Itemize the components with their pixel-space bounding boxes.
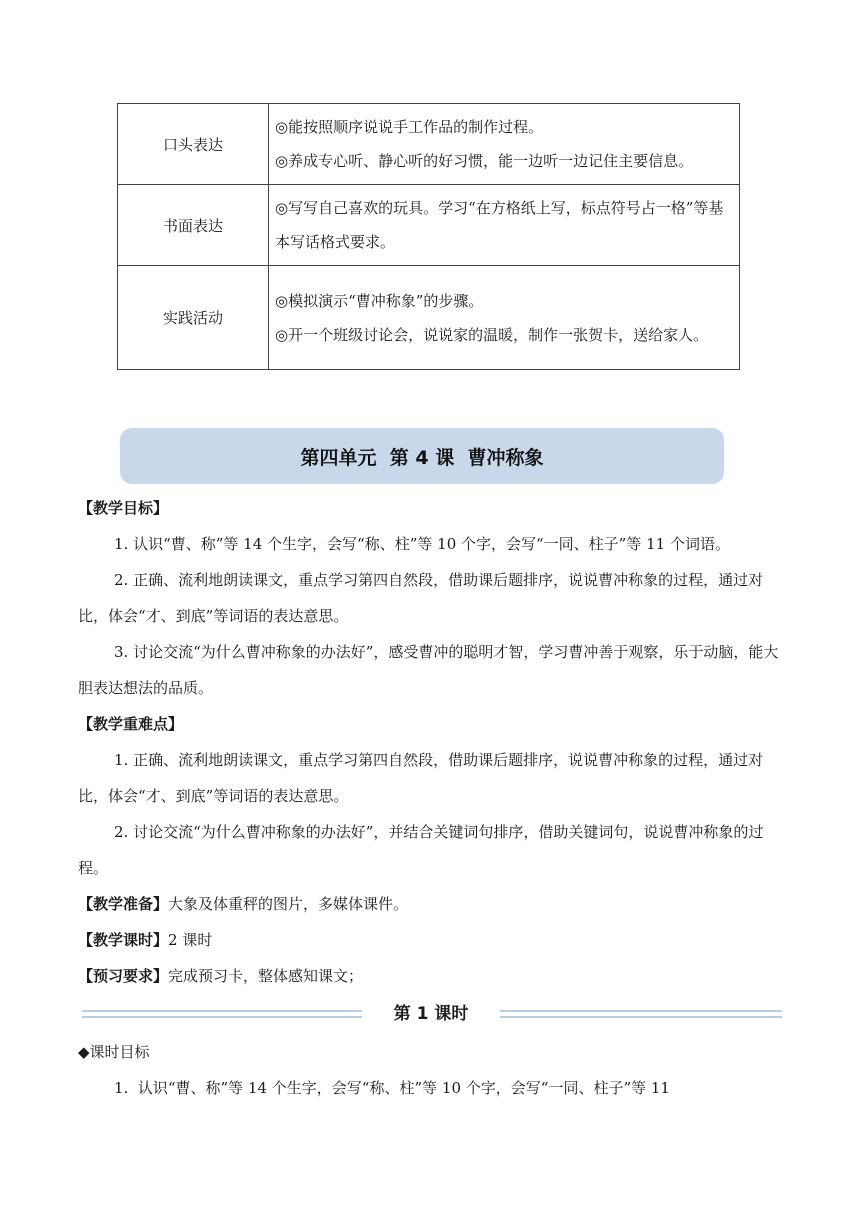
lesson-plan-body xyxy=(78,490,784,1106)
key-points-heading: 【教学重难点】 xyxy=(78,715,184,733)
period-title: 第 1 课时 xyxy=(393,1004,469,1024)
prep-text: 大象及体重秤的图片，多媒体课件。 xyxy=(168,895,409,913)
table-line: ◎养成专心听、静心听的好习惯，能一边听一边记住主要信息。 xyxy=(275,152,694,170)
divider-line-right xyxy=(500,1010,782,1020)
objective-item: 2. 正确、流利地朗读课文，重点学习第四自然段，借助课后题排序，说说曹冲称象的过程，通过对比，体会“才、到底”等词语的表达意思。 xyxy=(78,571,764,625)
table-line: ◎模拟演示“曹冲称象”的步骤。 xyxy=(275,291,484,310)
table-line: ◎能按照顺序说说手工作品的制作过程。 xyxy=(275,118,544,136)
table-description-cell xyxy=(269,104,740,185)
preview-text: 完成预习卡，整体感知课文； xyxy=(168,967,364,985)
objective-item: 3. 讨论交流“为什么曹冲称象的办法好”，感受曹冲的聪明才智，学习曹冲善于观察，乐于动脑，能大胆表达想法的品质。 xyxy=(78,643,779,697)
table-category-cell: 口头表达 xyxy=(118,104,269,185)
objectives-heading: 【教学目标】 xyxy=(78,499,169,517)
table-line: ◎写写自己喜欢的玩具。学习“在方格纸上写，标点符号占一格”等基本写话格式要求。 xyxy=(275,199,724,251)
lesson-title: 第四单元 第 4 课 曹冲称象 xyxy=(300,446,544,469)
lesson-goal-item: 1. 认识“曹、称”等 14 个生字，会写“称、柱”等 10 个字，会写“一同、柱子”等 11 xyxy=(114,1079,670,1097)
key-point-item: 2. 讨论交流“为什么曹冲称象的办法好”，并结合关键词句排序，借助关键词句，说说曹冲称象的过程。 xyxy=(78,823,764,877)
table-row xyxy=(118,104,740,185)
preview-heading: 【预习要求】 xyxy=(78,967,169,985)
table-description-cell xyxy=(269,266,740,370)
key-point-item: 1. 正确、流利地朗读课文，重点学习第四自然段，借助课后题排序，说说曹冲称象的过程，通过对比，体会“才、到底”等词语的表达意思。 xyxy=(78,751,764,805)
table-row xyxy=(118,266,740,370)
period-divider xyxy=(78,996,784,1034)
objective-item: 1. 认识“曹、称”等 14 个生字，会写“称、柱”等 10 个字，会写“一同、柱子”等 11 个词语。 xyxy=(114,535,730,553)
hours-line xyxy=(78,922,784,958)
table-row xyxy=(118,185,740,266)
prep-heading: 【教学准备】 xyxy=(78,895,169,913)
table-description-cell xyxy=(269,185,740,266)
table-category-cell: 书面表达 xyxy=(118,185,269,266)
ability-table xyxy=(117,103,740,370)
table-category-cell: 实践活动 xyxy=(118,266,269,370)
lesson-goal-heading: ◆课时目标 xyxy=(78,1043,150,1061)
lesson-title-banner xyxy=(120,428,724,484)
hours-heading: 【教学课时】 xyxy=(78,931,169,949)
preview-line xyxy=(78,958,784,994)
prep-line xyxy=(78,886,784,922)
table-line: ◎开一个班级讨论会，说说家的温暖，制作一张贺卡，送给家人。 xyxy=(275,325,709,344)
hours-text: 2 课时 xyxy=(168,931,213,949)
